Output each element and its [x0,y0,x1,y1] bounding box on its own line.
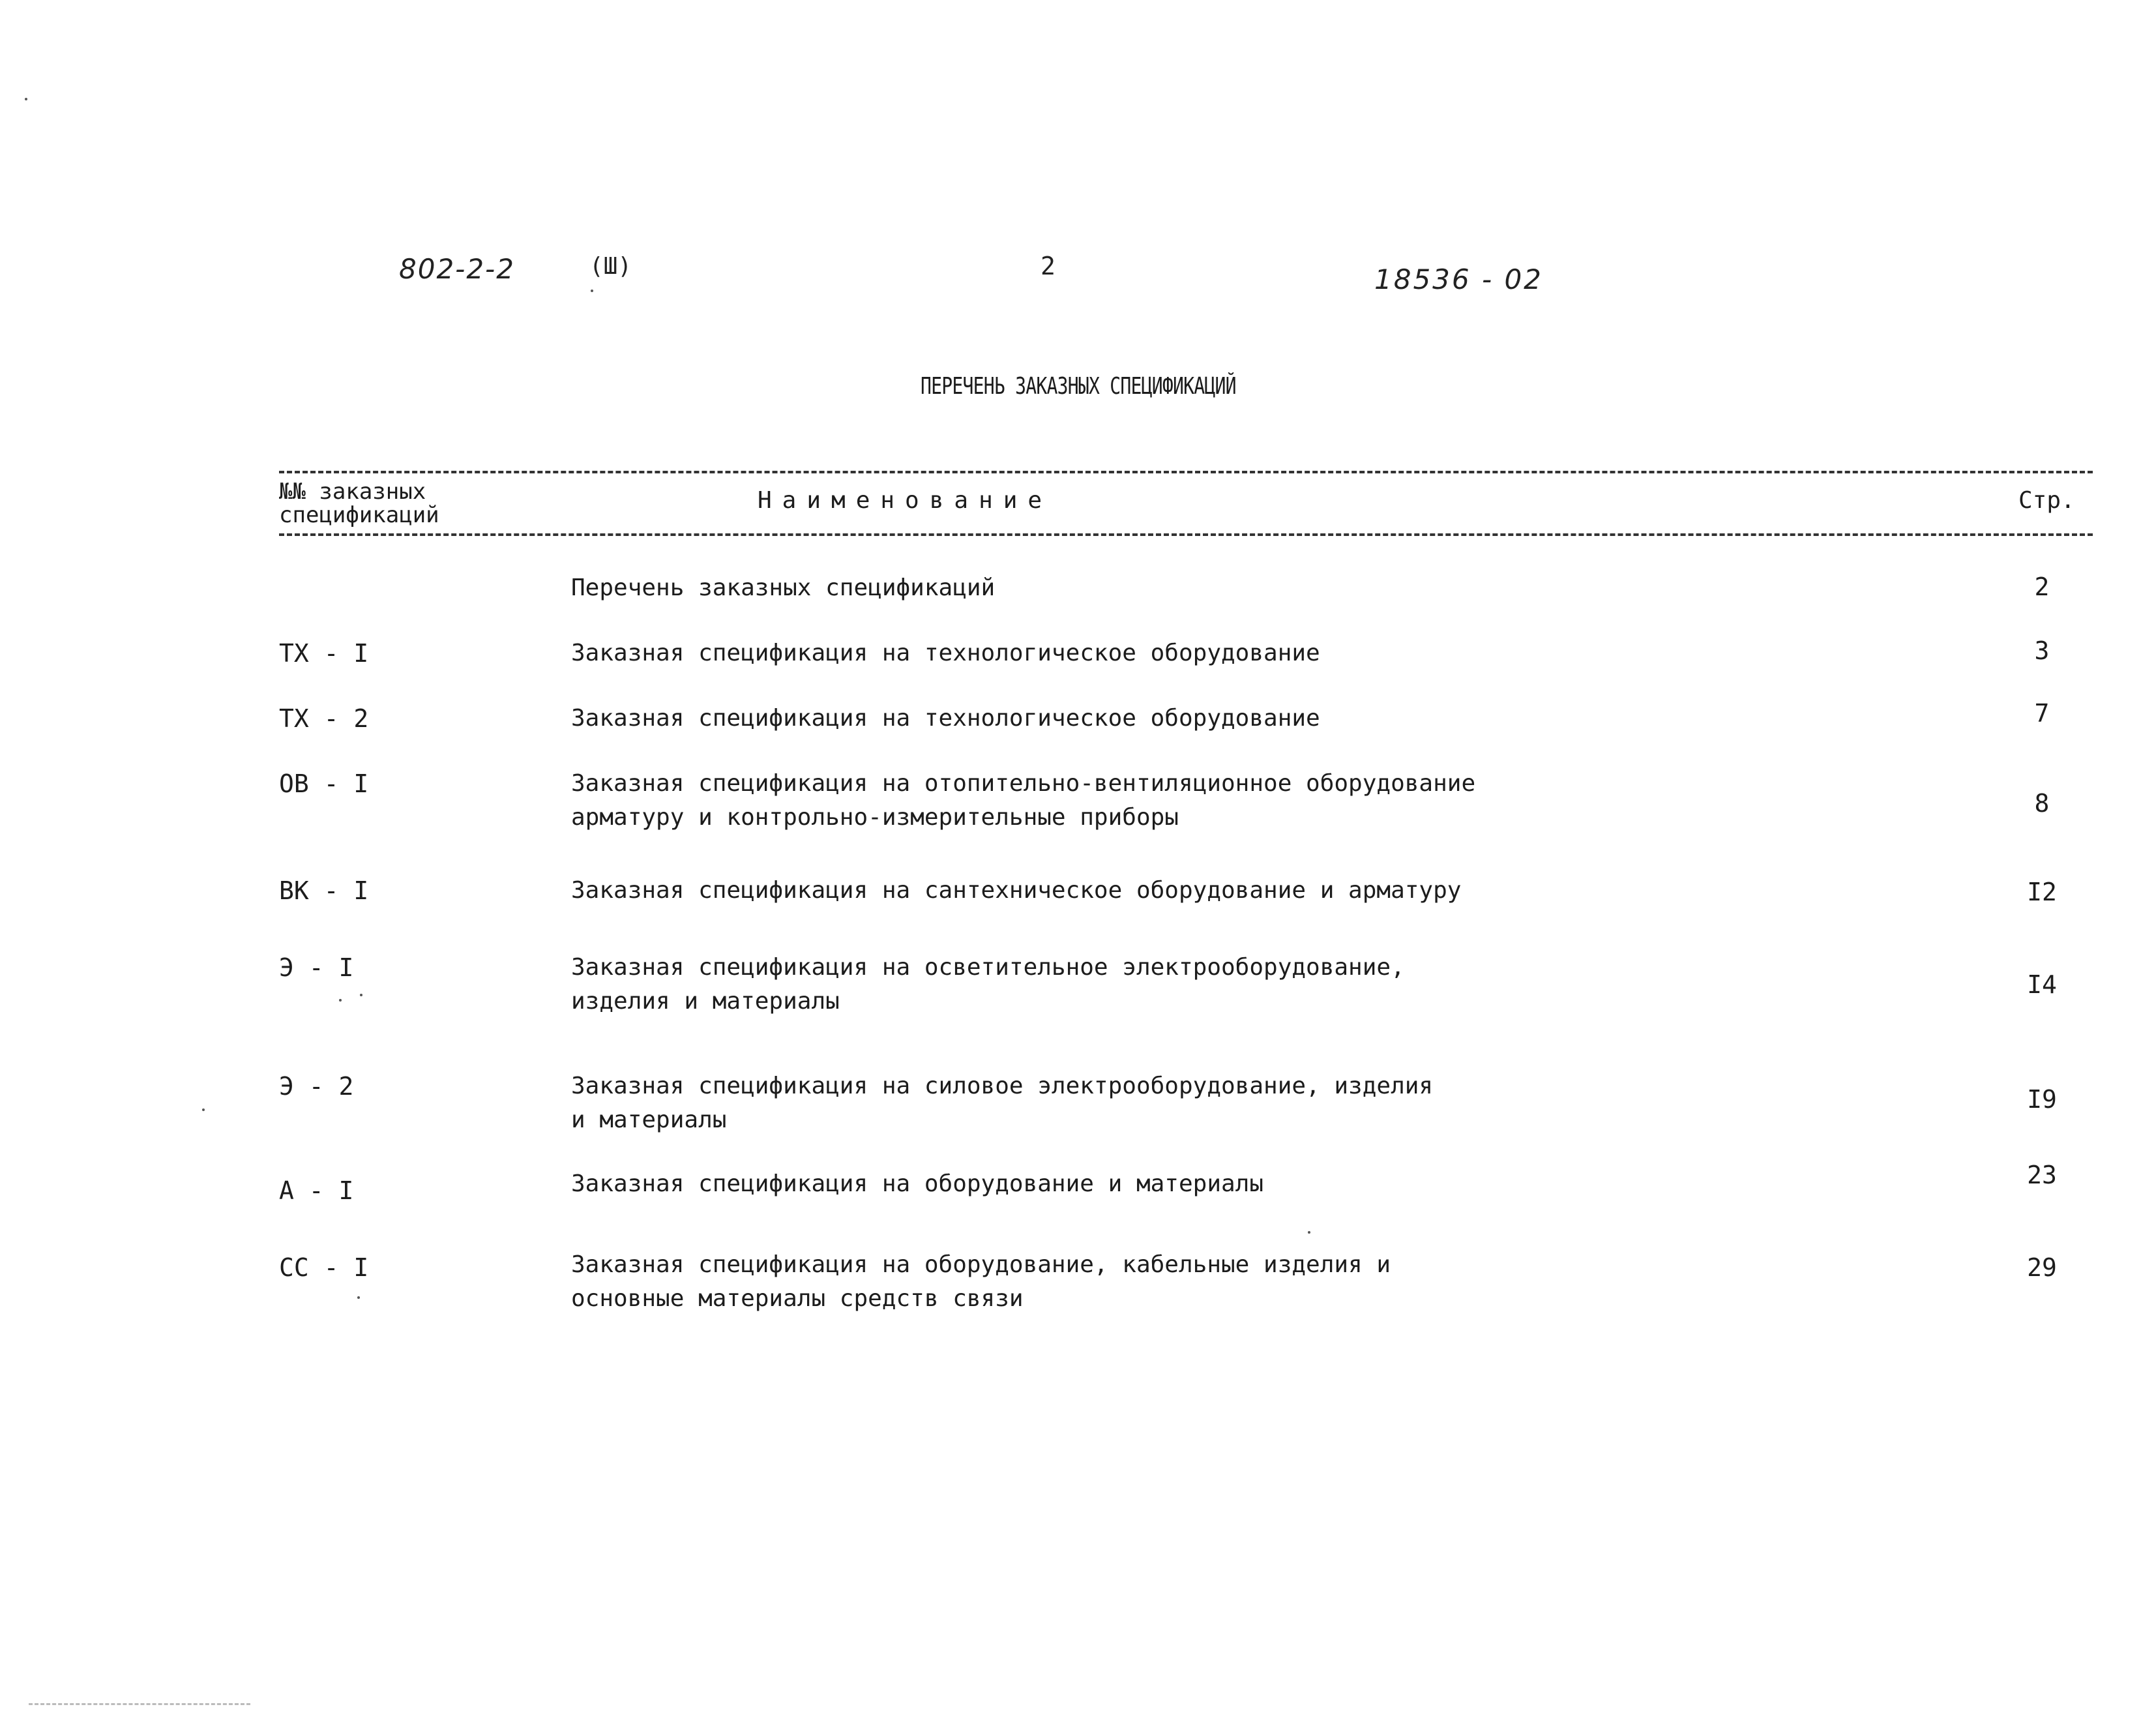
row-page: 7 [2034,699,2050,728]
row-name [571,951,1405,1018]
row-page: I2 [2027,878,2057,906]
row-name [571,874,1461,908]
sheet-mark: (Ш) [589,253,632,280]
row-name-line1: Заказная спецификация на осветительное электрооборудование, [571,954,1405,981]
column-header-code [279,480,439,527]
row-code: ТХ - I [279,639,369,668]
row-page: 8 [2034,789,2050,818]
row-page: I4 [2027,970,2057,999]
row-name-line1: Заказная спецификация на технологическое оборудование [571,705,1320,732]
row-name [571,767,1475,835]
row-name-line1: Заказная спецификация на силовое электрооборудование, изделия [571,1073,1434,1099]
row-name-line1: Перечень заказных спецификаций [571,574,996,601]
project-code: 802-2-2 [399,253,515,285]
table-head-bottom-rule [279,533,2093,536]
scan-speck [202,1108,205,1111]
row-name-line1: Заказная спецификация на оборудование и материалы [571,1170,1264,1197]
column-header-code-line2: спецификаций [279,502,439,528]
row-name [571,1069,1433,1137]
row-code: ОВ - I [279,769,369,798]
column-header-page: Стр. [2018,487,2075,514]
row-name-line1: Заказная спецификация на отопительно-вентиляционное оборудование [571,770,1476,797]
row-name-line1: Заказная спецификация на сантехническое оборудование и арматуру [571,877,1462,904]
row-name [571,1167,1263,1201]
column-header-code-line1: №№ заказных [279,479,426,505]
row-name-line2: арматуру и контрольно-измерительные приборы [571,804,1179,831]
row-page: 3 [2034,636,2050,665]
document-number: 18536 - 02 [1374,263,1543,295]
row-code: Э - 2 [279,1072,354,1101]
row-name-line1: Заказная спецификация на технологическое оборудование [571,640,1320,666]
scan-speck [360,994,362,996]
scan-speck [357,1296,360,1299]
row-code: СС - I [279,1253,369,1282]
table-head-top-rule [279,471,2093,473]
page-number: 2 [1041,252,1056,280]
row-page: I9 [2027,1085,2057,1114]
scan-edge-marks [29,1703,250,1707]
scan-speck [25,98,27,100]
row-name [571,571,995,605]
row-name-line2: изделия и материалы [571,988,840,1015]
row-name [571,702,1320,736]
scan-speck [591,290,593,292]
row-page: 29 [2027,1253,2057,1282]
row-name-line1: Заказная спецификация на оборудование, кабельные изделия и [571,1251,1391,1278]
row-code: ТХ - 2 [279,704,369,733]
row-name [571,636,1320,670]
scan-speck [1308,1231,1310,1234]
column-header-name: Наименование [758,487,1053,514]
scan-speck [339,999,342,1002]
row-code: ВК - I [279,876,369,905]
row-page: 23 [2027,1161,2057,1189]
row-name [571,1248,1391,1316]
row-page: 2 [2034,572,2050,601]
document-title: ПЕРЕЧЕНЬ ЗАКАЗНЫХ СПЕЦИФИКАЦИЙ [921,373,1236,400]
row-name-line2: и материалы [571,1107,727,1133]
row-name-line2: основные материалы средств связи [571,1285,1024,1312]
row-code: А - I [279,1176,354,1205]
row-code: Э - I [279,953,354,982]
